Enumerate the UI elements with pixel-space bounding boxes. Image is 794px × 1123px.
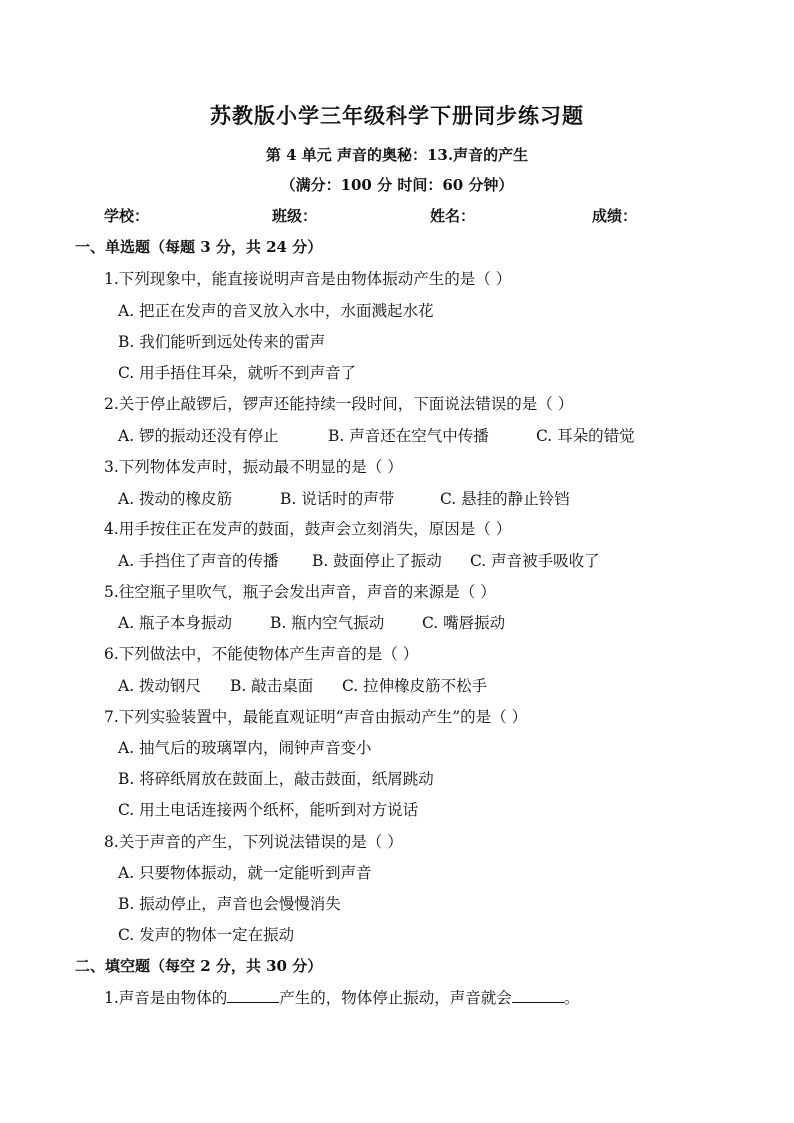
class-field: 班级： — [272, 207, 318, 225]
fill-question-1 — [104, 986, 579, 1008]
question-6-option-b: B. 敲击桌面 — [230, 677, 314, 695]
question-8: 8.关于声音的产生，下列说法错误的是（ ） — [104, 833, 403, 851]
name-field: 姓名： — [430, 207, 476, 225]
question-7-option-a: A. 抽气后的玻璃罩内，闹钟声音变小 — [118, 739, 372, 757]
question-7-option-b: B. 将碎纸屑放在鼓面上，敲击鼓面，纸屑跳动 — [118, 770, 434, 788]
question-8-option-c: C. 发声的物体一定在振动 — [118, 926, 295, 944]
question-1-option-b: B. 我们能听到远处传来的雷声 — [118, 333, 326, 351]
grade-field: 成绩： — [592, 207, 638, 225]
score-time-info: （满分：100 分 时间：60 分钟） — [280, 176, 514, 194]
question-4: 4.用手按住正在发声的鼓面，鼓声会立刻消失，原因是（ ） — [104, 520, 512, 538]
question-6-option-c: C. 拉伸橡皮筋不松手 — [342, 677, 488, 695]
question-6-option-a: A. 拨动钢尺 — [118, 677, 202, 695]
section-fill-blank-title: 二、填空题（每空 2 分，共 30 分） — [75, 957, 323, 975]
question-3-option-c: C. 悬挂的静止铃铛 — [440, 490, 570, 508]
question-8-option-b: B. 振动停止，声音也会慢慢消失 — [118, 895, 341, 913]
question-7: 7.下列实验装置中，最能直观证明“声音由振动产生”的是（ ） — [104, 708, 528, 726]
section-single-choice-title: 一、单选题（每题 3 分，共 24 分） — [75, 238, 323, 256]
question-4-option-b: B. 鼓面停止了振动 — [312, 552, 442, 570]
question-4-option-a: A. 手挡住了声音的传播 — [118, 552, 279, 570]
question-6: 6.下列做法中，不能使物体产生声音的是（ ） — [104, 645, 419, 663]
page-title: 苏教版小学三年级科学下册同步练习题 — [210, 103, 584, 128]
question-5-option-a: A. 瓶子本身振动 — [118, 614, 233, 632]
question-2: 2.关于停止敲锣后，锣声还能持续一段时间，下面说法错误的是（ ） — [104, 395, 574, 413]
question-3-option-a: A. 拨动的橡皮筋 — [118, 490, 233, 508]
fill-question-1-text-1: 1.声音是由物体的 — [104, 989, 228, 1007]
question-1: 1.下列现象中，能直接说明声音是由物体振动产生的是（ ） — [104, 270, 512, 288]
page-subtitle: 第 4 单元 声音的奥秘：13.声音的产生 — [265, 146, 529, 164]
question-3: 3.下列物体发声时，振动最不明显的是（ ） — [104, 458, 403, 476]
answer-blank-2[interactable] — [512, 988, 564, 1003]
question-5: 5.往空瓶子里吹气，瓶子会发出声音，声音的来源是（ ） — [104, 583, 496, 601]
question-1-option-c: C. 用手捂住耳朵，就听不到声音了 — [118, 364, 357, 382]
question-2-option-a: A. 锣的振动还没有停止 — [118, 427, 279, 445]
question-2-option-b: B. 声音还在空气中传播 — [328, 427, 489, 445]
answer-blank-1[interactable] — [227, 988, 279, 1003]
question-5-option-c: C. 嘴唇振动 — [422, 614, 506, 632]
question-8-option-a: A. 只要物体振动，就一定能听到声音 — [118, 864, 372, 882]
question-2-option-c: C. 耳朵的错觉 — [536, 427, 635, 445]
question-5-option-b: B. 瓶内空气振动 — [270, 614, 385, 632]
fill-question-1-text-2: 产生的，物体停止振动，声音就会 — [279, 989, 512, 1007]
question-4-option-c: C. 声音被手吸收了 — [470, 552, 600, 570]
fill-question-1-text-3: 。 — [563, 989, 580, 1007]
question-3-option-b: B. 说话时的声带 — [280, 490, 395, 508]
question-7-option-c: C. 用土电话连接两个纸杯，能听到对方说话 — [118, 801, 419, 819]
school-field: 学校： — [104, 207, 150, 225]
question-1-option-a: A. 把正在发声的音叉放入水中，水面溅起水花 — [118, 302, 434, 320]
